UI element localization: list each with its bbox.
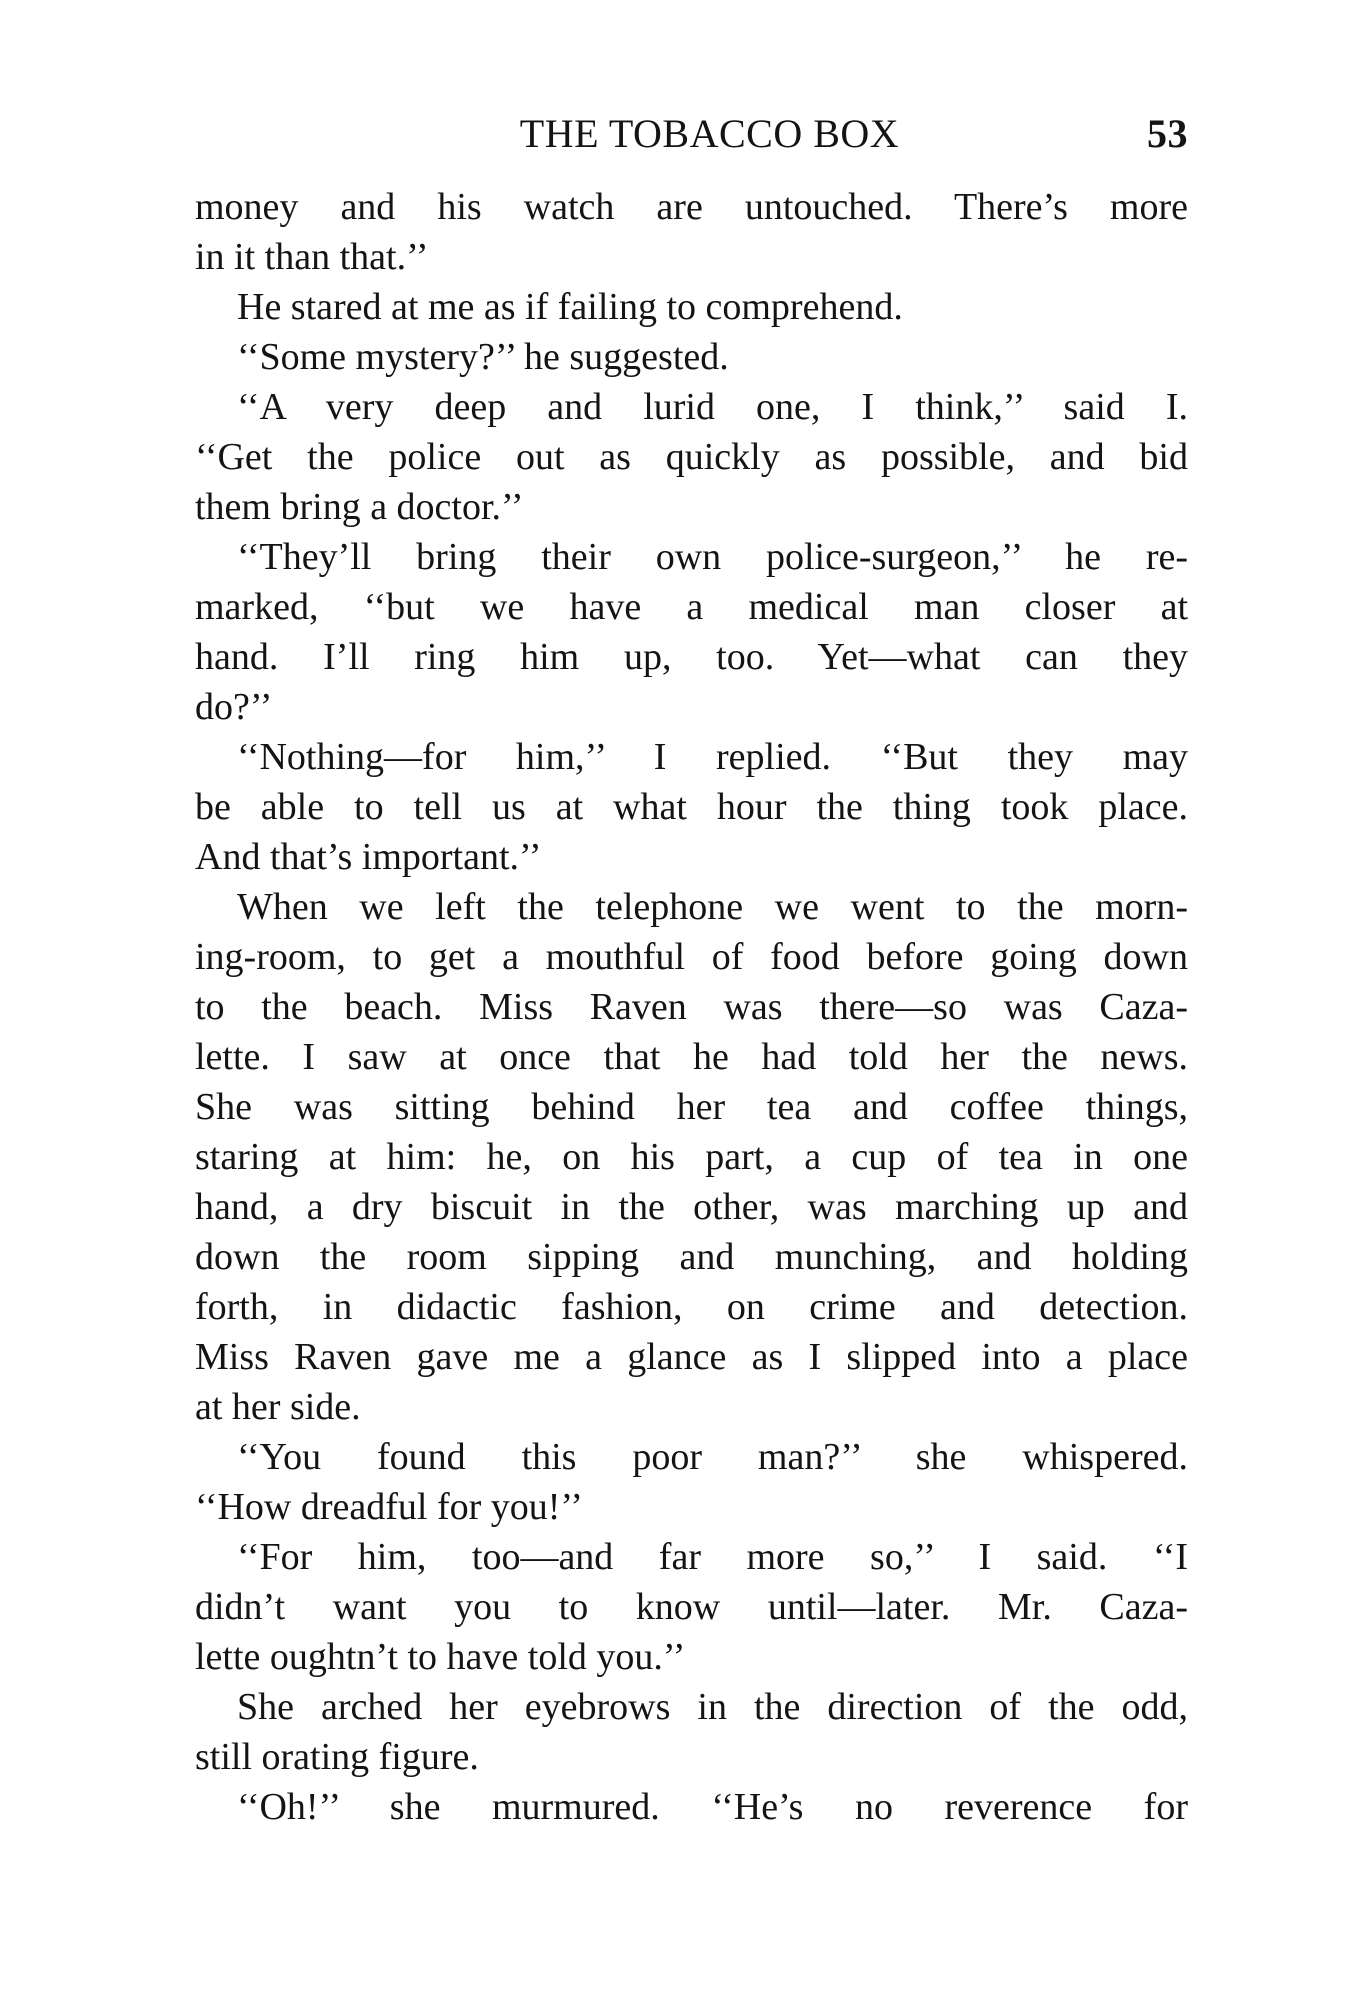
text-line: ‘‘Get the police out as quickly as possible, and bid xyxy=(195,436,1188,478)
text-line: lette. I saw at once that he had told her the news. xyxy=(195,1036,1188,1078)
text-line: ‘‘They’ll bring their own police-surgeon,’’ he re- xyxy=(237,536,1188,578)
text-line: do?’’ xyxy=(195,686,273,728)
text-line: down the room sipping and munching, and holding xyxy=(195,1236,1188,1278)
running-head xyxy=(195,108,1188,160)
text-line: She arched her eyebrows in the direction of the odd, xyxy=(237,1686,1188,1728)
text-line: hand, a dry biscuit in the other, was marching up and xyxy=(195,1186,1188,1228)
text-line: be able to tell us at what hour the thing took place. xyxy=(195,786,1188,828)
text-line: He stared at me as if failing to comprehend. xyxy=(237,286,903,328)
text-line: ‘‘Some mystery?’’ he suggested. xyxy=(237,336,729,378)
text-line: ‘‘You found this poor man?’’ she whispered. xyxy=(237,1436,1188,1478)
text-line: ‘‘For him, too—and far more so,’’ I said. ‘‘I xyxy=(237,1536,1188,1578)
text-line: to the beach. Miss Raven was there—so was Caza- xyxy=(195,986,1188,1028)
text-line: ing-room, to get a mouthful of food before going down xyxy=(195,936,1188,978)
text-line: ‘‘Oh!’’ she murmured. ‘‘He’s no reverence for xyxy=(237,1786,1188,1828)
text-line: money and his watch are untouched. There’s more xyxy=(195,186,1188,228)
text-line: ‘‘Nothing—for him,’’ I replied. ‘‘But they may xyxy=(237,736,1188,778)
text-line: Miss Raven gave me a glance as I slipped into a place xyxy=(195,1336,1188,1378)
text-line: at her side. xyxy=(195,1386,361,1428)
text-line: ‘‘How dreadful for you!’’ xyxy=(195,1486,583,1528)
text-line: didn’t want you to know until—later. Mr. Caza- xyxy=(195,1586,1188,1628)
text-line: ‘‘A very deep and lurid one, I think,’’ said I. xyxy=(237,386,1188,428)
text-line: in it than that.’’ xyxy=(195,236,429,278)
text-line: marked, ‘‘but we have a medical man closer at xyxy=(195,586,1188,628)
text-line: forth, in didactic fashion, on crime and detection. xyxy=(195,1286,1188,1328)
page-number: 53 xyxy=(1147,111,1188,156)
text-line: And that’s important.’’ xyxy=(195,836,542,878)
text-line: When we left the telephone we went to the morn- xyxy=(237,886,1188,928)
text-line: hand. I’ll ring him up, too. Yet—what can they xyxy=(195,636,1188,678)
text-line: staring at him: he, on his part, a cup of tea in one xyxy=(195,1136,1188,1178)
text-line: lette oughtn’t to have told you.’’ xyxy=(195,1636,686,1678)
running-title: THE TOBACCO BOX xyxy=(519,111,900,156)
text-line: them bring a doctor.’’ xyxy=(195,486,524,528)
body-text xyxy=(195,182,1188,1832)
text-line: She was sitting behind her tea and coffee things, xyxy=(195,1086,1188,1128)
text-line: still orating figure. xyxy=(195,1736,479,1778)
